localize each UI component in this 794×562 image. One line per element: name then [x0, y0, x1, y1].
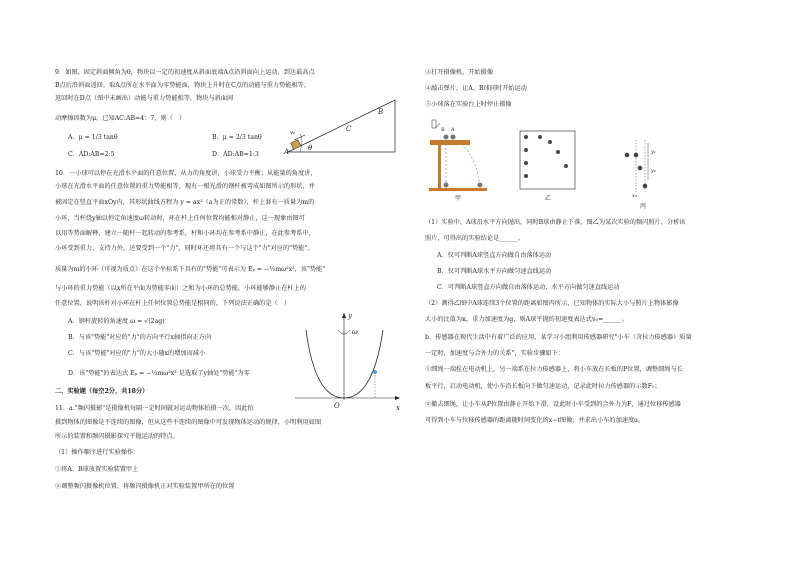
label-x: x: [396, 404, 400, 412]
q10-line4: 小环，当杆绕y轴以恒定角速度ω转动时，环在杆上任何位置均能相对静止，这一现象由图可: [55, 215, 305, 222]
q1-option-a: A．仅可判断A球竖直方向做自由落体运动: [437, 252, 552, 259]
step-3: ③打开摄像机，开始摄像: [425, 69, 494, 76]
b-line3: ①细绳一端拴在电动机上，另一端系在拉力传感器上，将小车放在长板的P位置，调整细绳与长: [425, 366, 683, 373]
q10-line3: 被固定在竖直平面xOy内，其形状曲线方程为 y = ax²（a为正的常数），杆上套有一质量为m的: [55, 199, 315, 206]
q11-line3: 所示的装置和频闪摄影探究平抛运动的特点。: [55, 433, 179, 440]
label-y1: y₁: [651, 149, 656, 155]
q9-option-d: D．AD:AB=1:3: [212, 151, 259, 158]
label-theta: θ: [308, 144, 313, 152]
q10-option-a: A．钢杆旋转的角速度 ω = √(2ag): [68, 318, 165, 325]
label-A: A: [284, 148, 290, 156]
q10-line9: 任意位置，说明该杆对小环在杆上任何位置总势能是相同的，下列说法正确的是（ ）: [55, 300, 291, 307]
q2-line2: 大小的比值为κ，重力加速度为g，则A球平抛的初速度表达式v₀=______。: [425, 316, 628, 323]
q11-line2: 摄到物体的图像是不连续的图像，但从这些不连续的图像中可发现物体运动的规律，小明利用如图: [55, 419, 322, 426]
label-bing: 丙: [640, 203, 647, 210]
label-O: O: [334, 402, 340, 410]
q11-line4: （1）操作顺序进行实验操作：: [55, 449, 140, 456]
q11-line6: ②调整频闪摄像机位置，将频闪摄像机正对实验装置甲所在的位置: [55, 483, 235, 490]
photo-yi: [520, 131, 575, 202]
label-y: y: [348, 312, 352, 320]
label-yi: 乙: [545, 195, 552, 202]
apparatus-jia: [429, 120, 487, 202]
b-line4: 板平行，启动电动机，使小车沿长板向下做匀速运动，记录此时拉力传感器的示数F₀；: [425, 383, 661, 390]
q11-line5: ①将A、B球放置实验装置甲上: [55, 466, 139, 473]
label-ball-A: A: [451, 127, 455, 133]
q1-option-c: C．可判断A球竖直方向做自由落体运动，水平方向做匀速直线运动: [437, 284, 620, 291]
q9-option-c: C．AD:AB=2:5: [68, 151, 115, 158]
q2-line1: （2）测得乙图中A球连续3个位置的距离如图丙所示，已知物体的实际大小与照片上物体影像: [425, 300, 679, 307]
q1-line1: （1）实验中，A球沿水平方向抛出，同时B球由静止下落，图乙为某次实验的频闪照片，分析该: [425, 219, 686, 226]
q10-line7: 质量为m的小环（可视为质点）在这个坐标系下具有的"势能"可表示为 Eₚ = −½mω²x²，该"势能": [55, 266, 326, 273]
step-4: ④敲击弹片，让A、B球同时开始运动: [425, 85, 527, 92]
q1-line2: 照片，可得出的实验结论是______。: [425, 235, 524, 242]
step-5: ⑤小球落在实验台上时停止摄像: [425, 101, 512, 108]
q10-line5: 以用等势面解释，建立一随杆一起转动的参考系，杆和小环均在参考系中静止，在此参考系中，: [55, 230, 315, 237]
label-omega: ω: [352, 328, 358, 336]
b-line5: ②撤去细绳，让小车从P位置由静止开始下滑，设此时小车受到的合外力为F，通过位移传感器: [425, 401, 681, 408]
label-y2: y₂: [651, 168, 656, 174]
b-line6: 可得到小车与位移传感器的距离随时间变化的x−t图像，并求出小车的加速度a。: [425, 417, 645, 424]
q9-line2: B点后沿斜面返回。取A点所在水平面为零势能面，物块上升时在C点的动能与重力势能相等，: [55, 82, 311, 89]
q10-option-d: D．该"势能"的表达式 Eₚ = −½mω²x² 是选取了y轴处"势能"为零: [68, 370, 250, 377]
label-v0: v₀: [290, 130, 296, 136]
q10-line1: 10．一小球可以停在光滑水平面的任意位置，从力的角度讲，小球受力平衡；从能量的角度讲，: [55, 170, 317, 177]
label-jia: 甲: [455, 195, 462, 202]
b-line1: b．传感器在现代生活中有着广泛的应用，某学习小组利用传感器研究"小车（含拉力传感器）质量: [425, 334, 692, 341]
label-x0: x₀: [632, 193, 637, 199]
q10-option-c: C．与该"势能"对应的"力"的大小随x的增加而减小: [68, 350, 206, 357]
b-line2: 一定时，加速度与合外力的关系"，实验步骤如下：: [425, 350, 564, 357]
q10-option-b: B．与该"势能"对应的"力"的方向平行x轴指向正方向: [68, 334, 212, 341]
label-ball-B: B: [441, 127, 445, 133]
q9-line1: 9．如图，固定斜面倾角为θ，物块以一定的初速度从斜面底端A点沿斜面向上运动，到达最高点: [55, 69, 315, 76]
q11-line1: 11．a."频闪摄影"是摄像机每隔一定时间就对运动物体拍摄一次，因此拍: [55, 405, 254, 412]
q9-line4: 动摩擦因数为μ，已知AC:AB=4：7，则（ ）: [55, 115, 186, 122]
q10-line8: 与小环的重力势能（以x所在平面为势能零面）之和为小环的总势能，小环能够静止在杆上的: [55, 285, 306, 292]
label-B: B: [378, 108, 384, 116]
section-2-title: 二、实验题（每空2分，共18分）: [55, 388, 149, 395]
q10-line2: 小球在光滑水平面的任意位置的重力势能相等，现有一根光滑的钢杆被弯成如图所示的形状，并: [55, 183, 315, 190]
label-C: C: [346, 125, 352, 133]
q9-option-b: B．μ = 2/3 tanθ: [212, 134, 262, 141]
q9-line3: 返回时在D点（图中未画出）动能与重力势能相等，物块与斜面间: [55, 95, 234, 102]
diagram-bing: [625, 140, 656, 210]
q9-option-a: A．μ = 1/3 tanθ: [68, 134, 118, 141]
q10-line6: 小环受到重力、支持力外，还要受到一个"力"，同时环还将具有一个与这个"力"对应的"势能"。: [55, 245, 314, 252]
q1-option-b: B．仅可判断A球水平方向做匀速直线运动: [437, 268, 552, 275]
